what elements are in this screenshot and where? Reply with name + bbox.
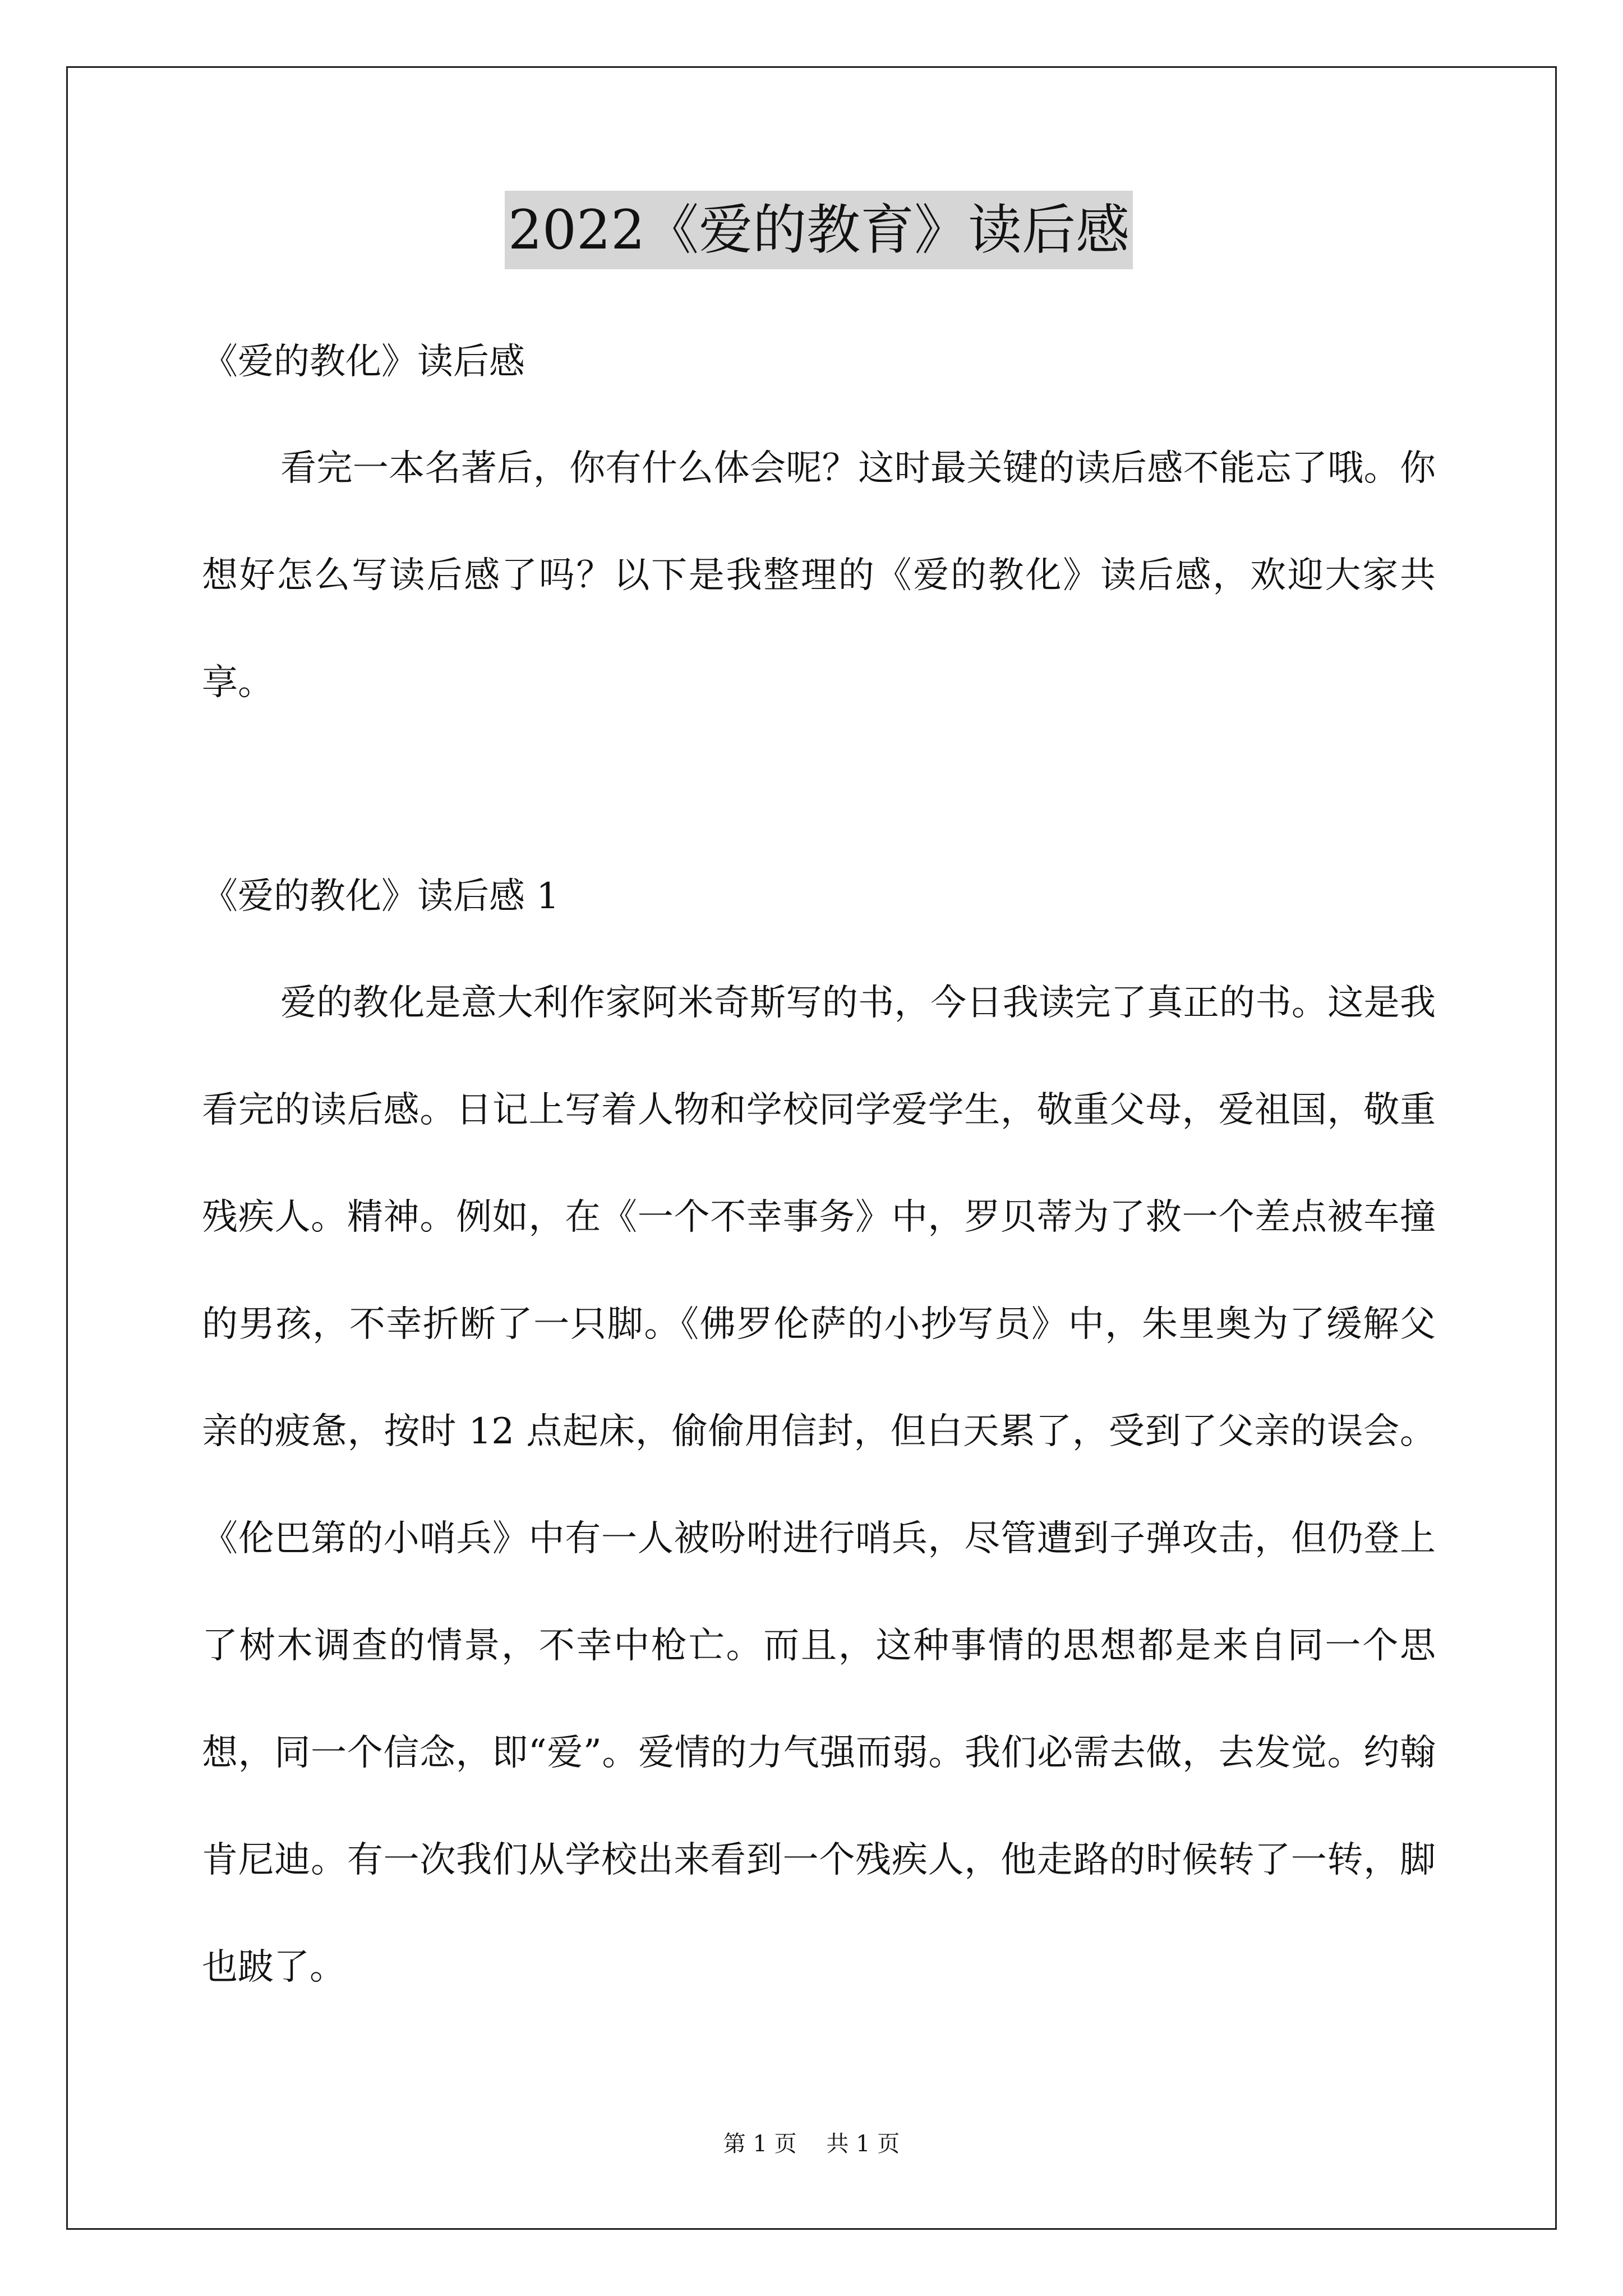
- document-title: 2022《爱的教育》读后感: [505, 191, 1133, 269]
- intro-heading: 《爱的教化》读后感: [202, 341, 525, 383]
- page-number: 第 1 页: [723, 2131, 797, 2157]
- section1-heading: 《爱的教化》读后感 1: [202, 876, 560, 917]
- section1-paragraph: 爱的教化是意大利作家阿米奇斯写的书，今日我读完了真正的书。这是我看完的读后感。日记上写着人物和学校同学爱学生，敬重父母，爱祖国，敬重残疾人。精神。例如，在《一个不幸事务》中，罗贝蒂为了救一个差点被车撞的男孩，不幸折断了一只脚。《佛罗伦萨的小抄写员》中，朱里奥为了缓解父亲的疲惫，按时 12 点起床，偷偷用信封，但白天累了，受到了父亲的误会。《伦巴第的小哨兵》中有一人被吩咐进行哨兵，尽管遭到子弹攻击，但仍登上了树木调查的情景，不幸中枪亡。而且，这种事情的思想都是来自同一个思想，同一个信念，即“爱”。爱情的力气强而弱。我们必需去做，去发觉。约翰肯尼迪。有一次我们从学校出来看到一个残疾人，他走路的时候转了一转，脚也跛了。: [202, 982, 1436, 1988]
- document-body: [202, 191, 1436, 2021]
- intro-paragraph: 看完一本名著后，你有什么体会呢？这时最关键的读后感不能忘了哦。你想好怎么写读后感了吗？以下是我整理的《爱的教化》读后感，欢迎大家共享。: [202, 448, 1436, 703]
- title-wrap: [202, 191, 1436, 269]
- section-spacer: [202, 737, 1436, 843]
- page-footer: [0, 2126, 1623, 2158]
- page-total: 共 1 页: [826, 2131, 900, 2157]
